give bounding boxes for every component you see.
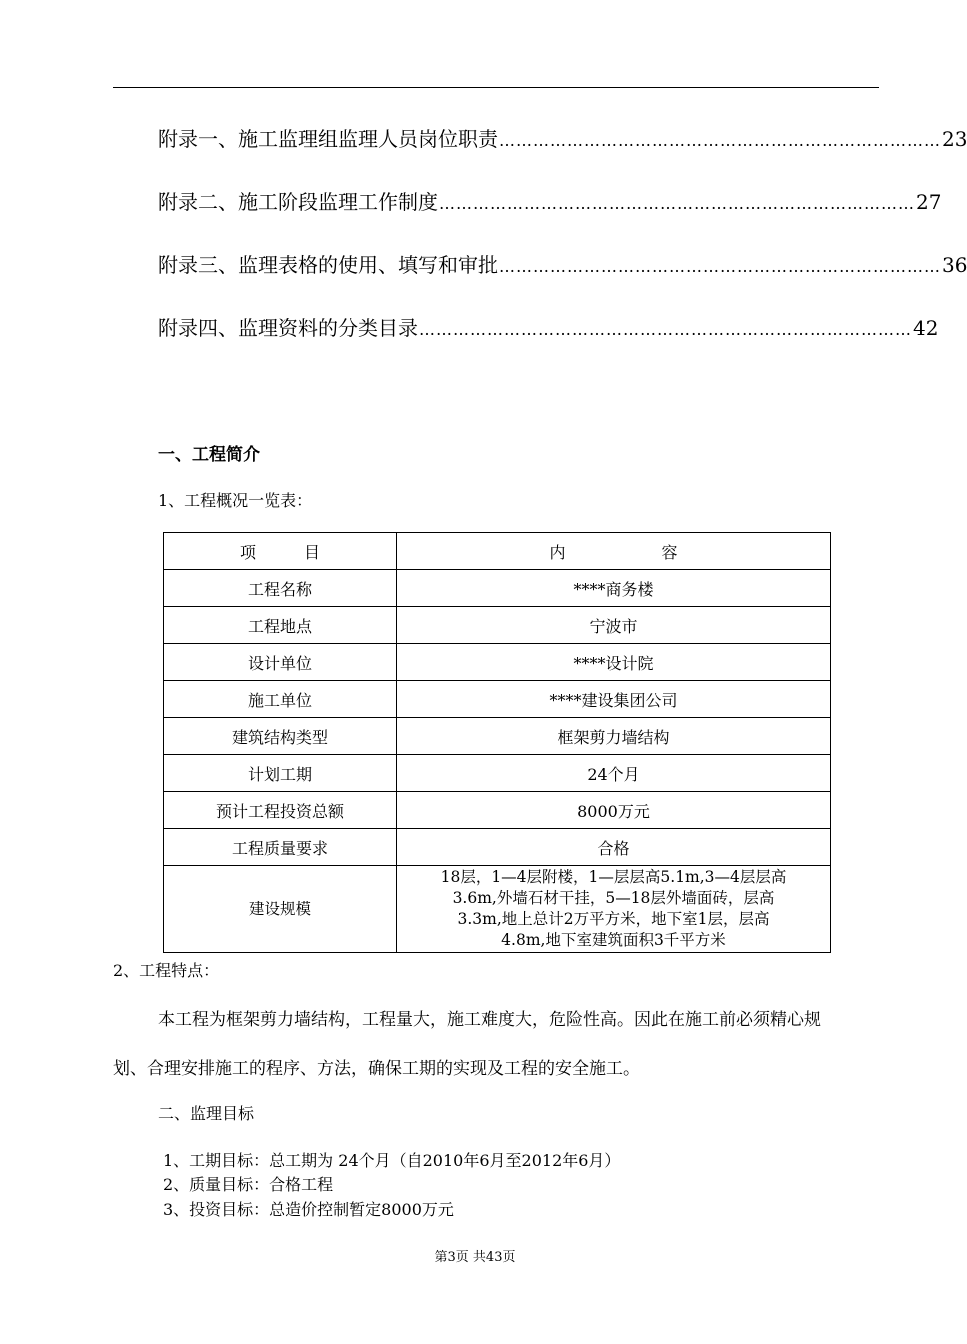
features-paragraph-line: 划、合理安排施工的程序、方法，确保工期的实现及工程的安全施工。 bbox=[113, 1059, 640, 1079]
table-row-scale bbox=[164, 866, 831, 953]
features-paragraph-line: 本工程为框架剪力墙结构，工程量大，施工难度大，危险性高。因此在施工前必须精心规 bbox=[158, 1010, 821, 1030]
goal-item: 2、质量目标：合格工程 bbox=[163, 1175, 334, 1194]
table-row bbox=[164, 829, 831, 866]
section-heading: 二、监理目标 bbox=[158, 1104, 255, 1123]
section-heading: 一、工程简介 bbox=[158, 445, 260, 465]
table-row bbox=[164, 718, 831, 755]
subsection-heading: 1、工程概况一览表： bbox=[158, 491, 313, 510]
row-label: 工程质量要求 bbox=[164, 829, 397, 866]
header-cell-item: 项 目 bbox=[164, 533, 397, 570]
row-value: ****建设集团公司 bbox=[397, 681, 831, 718]
toc-entry[interactable] bbox=[158, 251, 967, 281]
scale-line: 18层，1—4层附楼，1—层层高5.1m,3—4层层高 bbox=[440, 868, 787, 886]
header-cell-content: 内 容 bbox=[397, 533, 831, 570]
header-rule bbox=[113, 87, 879, 88]
toc-title: 附录三、监理表格的使用、填写和审批 bbox=[158, 253, 498, 277]
row-label: 建设规模 bbox=[164, 866, 397, 953]
features-heading: 2、工程特点： bbox=[113, 961, 220, 980]
toc-title: 附录一、施工监理组监理人员岗位职责 bbox=[158, 127, 498, 151]
scale-line: 4.8m,地下室建筑面积3千平方米 bbox=[501, 931, 726, 949]
row-value: 8000万元 bbox=[397, 792, 831, 829]
table-row bbox=[164, 570, 831, 607]
page-footer: 第3页 共43页 bbox=[434, 1250, 516, 1265]
toc-leader: …………………………………………………………………………… bbox=[419, 320, 912, 339]
toc-page: 42 bbox=[913, 316, 939, 340]
row-value-multiline bbox=[397, 866, 831, 953]
project-overview-table bbox=[163, 532, 831, 953]
row-label: 设计单位 bbox=[164, 644, 397, 681]
row-label: 预计工程投资总额 bbox=[164, 792, 397, 829]
table-row bbox=[164, 607, 831, 644]
toc-page: 36 bbox=[942, 253, 967, 277]
row-value: 框架剪力墙结构 bbox=[397, 718, 831, 755]
table-row bbox=[164, 681, 831, 718]
toc-entry[interactable] bbox=[158, 125, 967, 155]
row-label: 计划工期 bbox=[164, 755, 397, 792]
toc-page: 23 bbox=[942, 127, 967, 151]
toc-title: 附录二、施工阶段监理工作制度 bbox=[158, 190, 438, 214]
scale-line: 3.6m,外墙石材干挂，5—18层外墙面砖，层高 bbox=[452, 889, 775, 907]
table-row bbox=[164, 755, 831, 792]
toc-page: 27 bbox=[916, 190, 942, 214]
goal-item: 1、工期目标：总工期为 24个月（自2010年6月至2012年6月） bbox=[163, 1151, 621, 1170]
row-label: 工程地点 bbox=[164, 607, 397, 644]
toc-entry[interactable] bbox=[158, 188, 942, 218]
toc-leader: …………………………………………………………………… bbox=[499, 131, 941, 150]
row-label: 建筑结构类型 bbox=[164, 718, 397, 755]
row-value: ****商务楼 bbox=[397, 570, 831, 607]
row-label: 施工单位 bbox=[164, 681, 397, 718]
row-label: 工程名称 bbox=[164, 570, 397, 607]
table-row bbox=[164, 644, 831, 681]
table-header-row bbox=[164, 533, 831, 570]
scale-line: 3.3m,地上总计2万平方米，地下室1层，层高 bbox=[457, 910, 770, 928]
toc-leader: …………………………………………………………………… bbox=[499, 257, 941, 276]
row-value: 24个月 bbox=[397, 755, 831, 792]
toc-entry[interactable] bbox=[158, 314, 939, 344]
row-value: ****设计院 bbox=[397, 644, 831, 681]
row-value: 合格 bbox=[397, 829, 831, 866]
row-value: 宁波市 bbox=[397, 607, 831, 644]
toc-leader: ………………………………………………………………………… bbox=[439, 194, 915, 213]
table-row bbox=[164, 792, 831, 829]
toc-title: 附录四、监理资料的分类目录 bbox=[158, 316, 418, 340]
goal-item: 3、投资目标：总造价控制暂定8000万元 bbox=[163, 1200, 454, 1219]
